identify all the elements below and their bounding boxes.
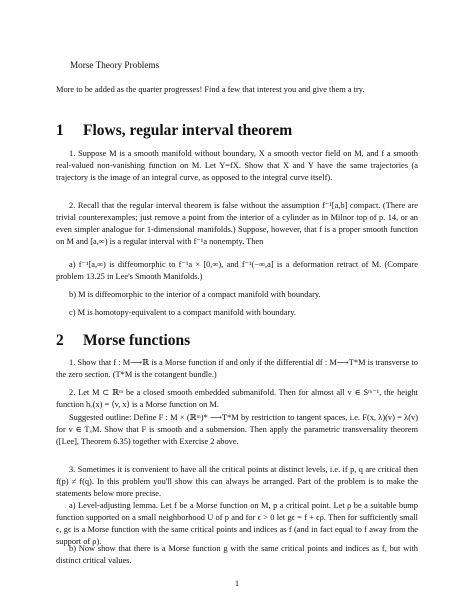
s2-problem-2-outline: Suggested outline: Define F : M × (ℝᵐ)* ⟶T*M by restriction to tangent spaces, i.e. F(x, λ)(v) = λ(v) for v ∈ TₓM. Show that F is smooth and a submersion. Then apply the parametric transversality theorem ([Lee], Theorem 6.35) together with Exercise 2 above.	[56, 413, 418, 446]
section-2-heading	[56, 332, 418, 350]
intro-paragraph: More to be added as the quarter progresses! Find a few that interest you and give them a try.	[56, 85, 365, 94]
s1-problem-1: 1. Suppose M is a smooth manifold without boundary, X a smooth vector field on M, and f a smooth real-valued non-vanishing function on M. Let Y=fX. Show that X and Y have the same trajectories (a trajectory is the image of an integral curve, as opposed to the integral curve itself).	[56, 149, 418, 182]
s2-problem-2: 2. Let M ⊂ ℝᵐ be a closed smooth embedded submanifold. Then for almost all v ∈ Sᵐ⁻¹, the height function hᵥ(x) = ⟨v, x⟩ is a Morse function on M.	[56, 388, 418, 409]
section-2-number: 2	[56, 332, 64, 349]
section-1-title: Flows, regular interval theorem	[83, 122, 293, 139]
section-2-title: Morse functions	[83, 332, 191, 349]
s2-problem-3: 3. Sometimes it is convenient to have all the critical points at distinct levels, i.e. if p, q are critical then f(p) ≠ f(q). In this problem you'll show this can always be arranged. Part of the problem is to make the statements below more precise.	[56, 465, 418, 498]
s1-problem-2: 2. Recall that the regular interval theorem is false without the assumption f⁻¹[a,b] compact. (There are trivial counterexamples; just remove a point from the interior of a cylinder as in Milnor top of p. 14, or an even simpler analogue for 1-dimensional manifolds.) Suppose, however, that f is a proper smooth function on M and [a,∞) is a regular interval with f⁻¹a nonempty. Then	[56, 201, 418, 246]
s1-problem-2b: b) M is diffeomorphic to the interior of a compact manifold with boundary.	[69, 290, 321, 299]
s1-problem-2c: c) M is homotopy-equivalent to a compact manifold with boundary.	[69, 308, 296, 317]
section-1-heading	[56, 122, 418, 140]
s2-problem-1: 1. Show that f : M⟶ℝ is a Morse function if and only if the differential df : M⟶T*M is transverse to the zero section. (T*M is the cotangent bundle.)	[56, 358, 418, 379]
section-1-number: 1	[56, 122, 64, 139]
s1-problem-2a: a) f⁻¹[a,∞) is diffeomorphic to f⁻¹a × [0,∞), and f⁻¹(−∞,a] is a deformation retract of M. (Compare problem 13.25 in Lee's Smooth Manifolds.)	[56, 260, 418, 281]
page-number: 1	[234, 578, 240, 588]
document-title: Morse Theory Problems	[70, 60, 160, 70]
s2-problem-3a: a) Level-adjusting lemma. Let f be a Morse function on M, p a critical point. Let ρ be a suitable bump function supported on a small neighborhood U of p and for ϵ > 0 let gϵ = f + ϵρ. Then for sufficiently small ϵ, gϵ is a Morse function with the same critical points and indices as f (and in fact equal to f away from the support of ρ).	[56, 501, 418, 546]
s2-problem-3b: b) Now show that there is a Morse function g with the same critical points and indices as f, but with distinct critical values.	[56, 544, 418, 565]
